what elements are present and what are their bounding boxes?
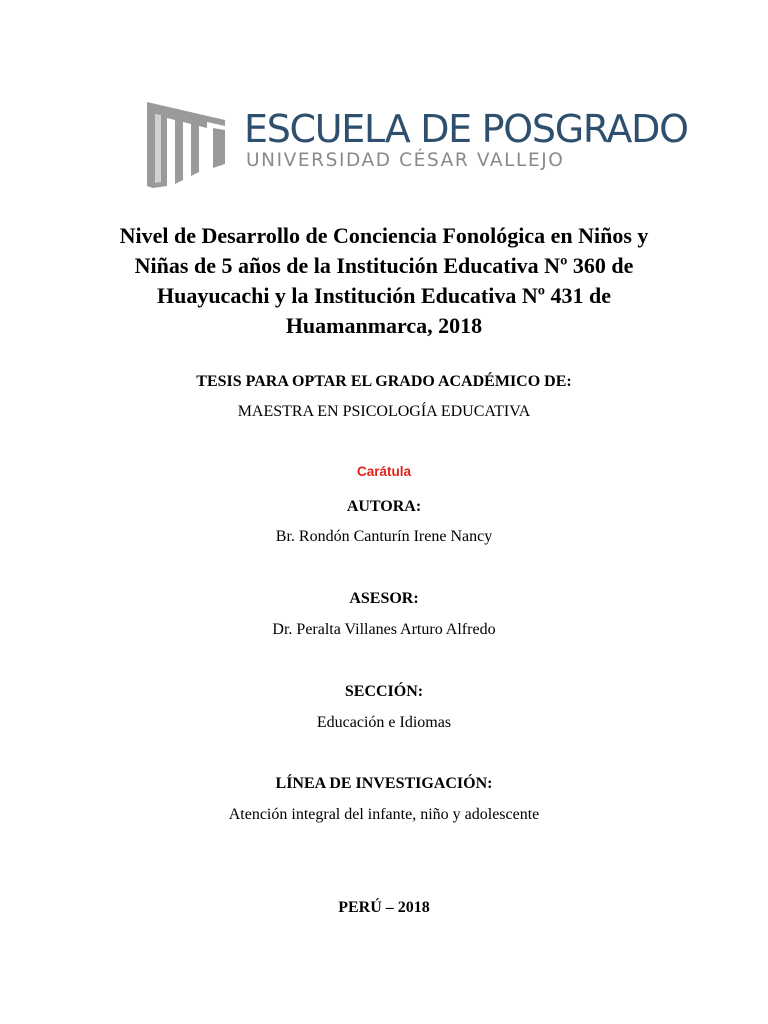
research-line-value: Atención integral del infante, niño y adolescente [228, 806, 540, 823]
title-line: Nivel de Desarrollo de Conciencia Fonológica en Niños y [119, 223, 649, 248]
section-heading: SECCIÓN: [344, 683, 424, 700]
thesis-title [0, 221, 768, 341]
title-line: Huamanmarca, 2018 [285, 313, 483, 338]
caratula-label: Carátula [356, 464, 412, 479]
university-logo [147, 100, 688, 188]
advisor-heading: ASESOR: [349, 590, 419, 607]
place-year: PERÚ – 2018 [338, 899, 430, 916]
author-name: Br. Rondón Canturín Irene Nancy [275, 528, 493, 545]
title-line: Huayucachi y la Institución Educativa Nº 431 de [156, 283, 612, 308]
thesis-heading: TESIS PARA OPTAR EL GRADO ACADÉMICO DE: [196, 373, 572, 390]
university-name: UNIVERSIDAD CÉSAR VALLEJO [246, 150, 565, 171]
advisor-name: Dr. Peralta Villanes Arturo Alfredo [272, 621, 496, 638]
section-value: Educación e Idiomas [316, 714, 452, 731]
title-line: Niñas de 5 años de la Institución Educativa Nº 360 de [134, 253, 634, 278]
author-heading: AUTORA: [346, 498, 422, 515]
school-name: ESCUELA DE POSGRADO [244, 107, 688, 151]
university-crest-icon [147, 102, 225, 188]
degree-name: MAESTRA EN PSICOLOGÍA EDUCATIVA [237, 403, 531, 420]
research-line-heading: LÍNEA DE INVESTIGACIÓN: [275, 775, 493, 792]
